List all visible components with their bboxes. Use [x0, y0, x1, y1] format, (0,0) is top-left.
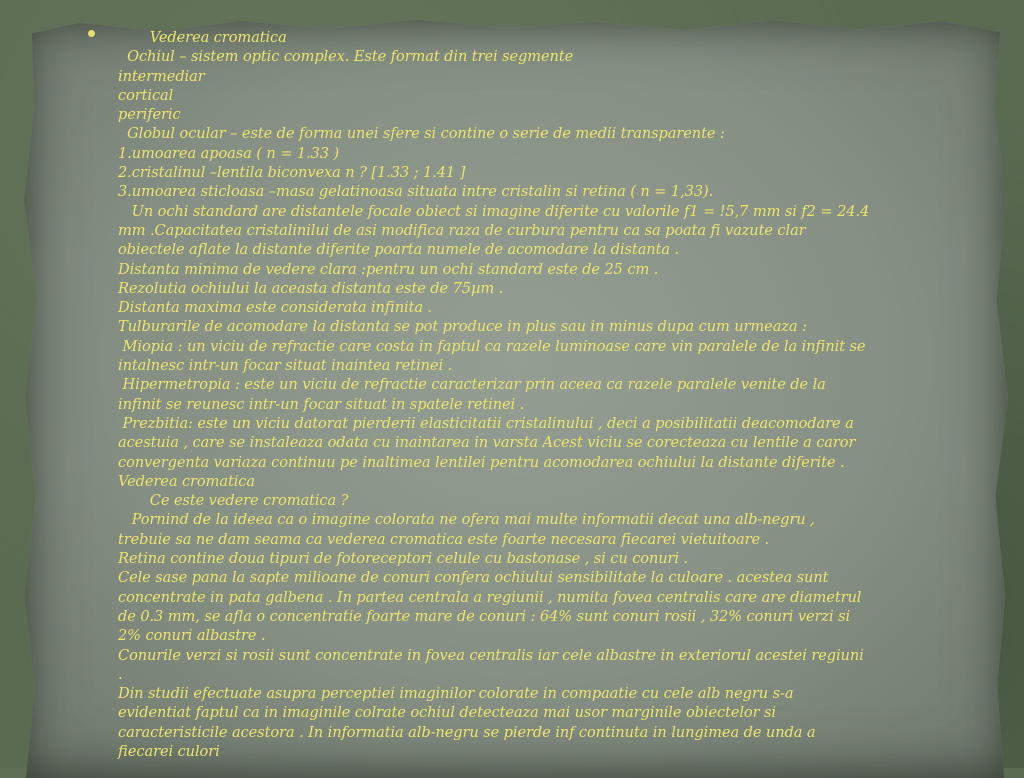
text-line: 3.umoarea sticloasa –masa gelatinoasa situata intre cristalin si retina ( n = 1,33).	[118, 183, 714, 201]
text-line: de 0.3 mm, se afla o concentratie foarte mare de conuri : 64% sunt conuri rosii , 32% conuri verzi si	[118, 607, 851, 625]
text-line: infinit se reunesc intr-un focar situat in spatele retinei .	[118, 395, 525, 413]
text-line: Conurile verzi si rosii sunt concentrate in fovea centralis iar cele albastre in exteriorul acestei regiuni	[118, 646, 864, 664]
text-line: mm .Capacitatea cristalinilui de asi modifica raza de curbura pentru ca sa poata fi vazute clar	[118, 221, 806, 239]
text-line: 1.umoarea apoasa ( n = 1.33 )	[118, 144, 340, 162]
text-line: evidentiat faptul ca in imaginile colrate ochiul detecteaza mai usor marginile obiectelor si	[118, 704, 776, 722]
text-line: caracteristicile acestora . In informatia alb-negru se pierde inf continuta in lungimea de unda a	[118, 723, 816, 741]
text-line: Pornind de la ideea ca o imagine colorata ne ofera mai multe informatii decat una alb-negru ,	[118, 511, 815, 529]
text-line: .	[118, 665, 123, 683]
text-line: Globul ocular – este de forma unei sfere si contine o serie de medii transparente :	[118, 125, 725, 143]
text-line: Din studii efectuate asupra perceptiei imaginilor colorate in compaatie cu cele alb negru s-a	[118, 685, 794, 703]
bullet-dot-icon	[88, 30, 95, 37]
text-line: Un ochi standard are distantele focale obiect si imagine diferite cu valorile f1 = !5,7 mm si f2 = 24.4	[118, 202, 870, 220]
text-line: Retina contine doua tipuri de fotoreceptori celule cu bastonase , si cu conuri .	[118, 550, 689, 568]
text-line: Distanta minima de vedere clara :pentru un ochi standard este de 25 cm .	[118, 260, 659, 278]
slide-text-body	[118, 28, 968, 761]
text-line: 2.cristalinul –lentila biconvexa n ? [1.33 ; 1.41 ]	[118, 164, 466, 182]
text-line: fiecarei culori	[118, 742, 220, 760]
text-line: trebuie sa ne dam seama ca vederea cromatica este foarte necesara fiecarei vietuitoare .	[118, 530, 770, 548]
text-line: Distanta maxima este considerata infinita .	[118, 299, 433, 317]
text-line: Ce este vedere cromatica ?	[118, 492, 349, 510]
text-line: Cele sase pana la sapte milioane de conuri confera ochiului sensibilitate la culoare . acestea sunt	[118, 569, 829, 587]
text-line: acestuia , care se instaleaza odata cu inaintarea in varsta Acest viciu se corecteaza cu lentile a caror	[118, 434, 856, 452]
text-line: Hipermetropia : este un viciu de refractie caracterizar prin aceea ca razele paralele venite de la	[118, 376, 826, 394]
text-line: concentrate in pata galbena . In partea centrala a regiunii , numita fovea centralis care are diametrul	[118, 588, 862, 606]
text-line: Miopia : un viciu de refractie care costa in faptul ca razele luminoase care vin paralele de la infinit se	[118, 337, 866, 355]
text-line: Ochiul – sistem optic complex. Este format din trei segmente	[118, 48, 574, 66]
text-line: Prezbitia: este un viciu datorat pierderii elasticitatii cristalinului , deci a posibilitatii deacomodare a	[118, 414, 854, 432]
text-line: Vederea cromatica	[118, 472, 255, 490]
text-line: Rezolutia ochiului la aceasta distanta este de 75µm .	[118, 279, 504, 297]
text-line: convergenta variaza continuu pe inaltimea lentilei pentru acomodarea ochiului la distante diferite .	[118, 453, 845, 471]
text-line: 2% conuri albastre .	[118, 627, 266, 645]
text-line: Vederea cromatica	[118, 29, 287, 46]
text-line: obiectele aflate la distante diferite poarta numele de acomodare la distanta .	[118, 241, 680, 259]
text-line: intalnesc intr-un focar situat inaintea retinei .	[118, 357, 453, 375]
text-line: cortical	[118, 86, 174, 104]
text-line: intermediar	[118, 67, 205, 85]
text-line: periferic	[118, 106, 181, 124]
text-line: Tulburarile de acomodare la distanta se pot produce in plus sau in minus dupa cum urmeaza :	[118, 318, 807, 336]
